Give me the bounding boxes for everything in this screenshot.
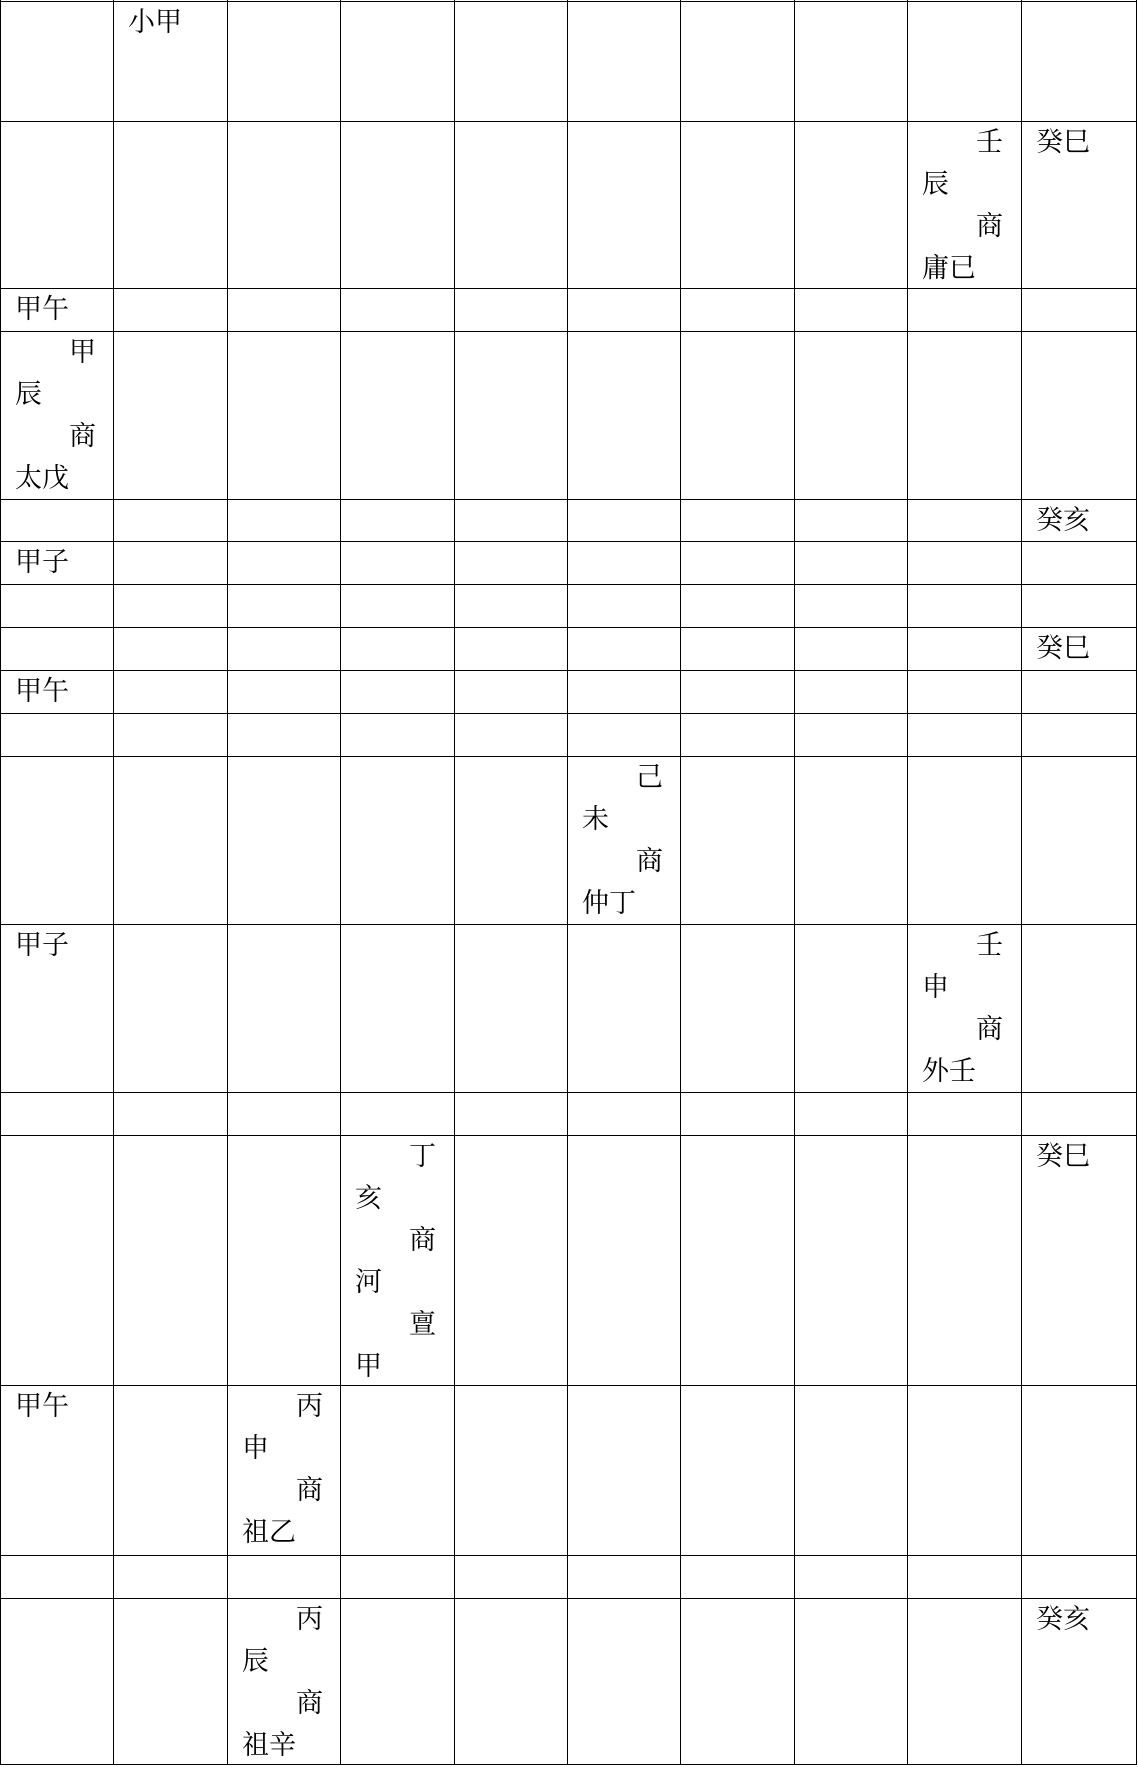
cell-text-line: 商	[242, 1688, 323, 1719]
column-divider	[680, 0, 681, 1765]
cell-text-line: 商	[582, 846, 663, 877]
cell-text-line: 亶	[355, 1309, 436, 1340]
row-divider	[0, 713, 1136, 714]
cell-text-line: 癸亥	[1036, 505, 1090, 536]
table-cell	[1036, 122, 1133, 164]
table-cell	[582, 757, 677, 925]
table-cell	[1036, 500, 1133, 542]
table-cell	[922, 925, 1018, 1093]
cell-text-line: 商	[355, 1225, 436, 1256]
column-divider	[227, 0, 228, 1765]
row-divider	[0, 584, 1136, 585]
cell-text-line: 癸巳	[1036, 633, 1090, 664]
cell-text-line: 庸已	[922, 253, 976, 284]
cell-text-line: 祖辛	[242, 1730, 296, 1761]
cell-text-line: 太戊	[15, 463, 69, 494]
cell-text-line: 甲午	[15, 676, 69, 707]
table-cell	[15, 332, 110, 500]
table-cell	[1036, 628, 1133, 670]
cell-text-line: 甲子	[15, 930, 69, 961]
table-cell	[355, 1136, 451, 1388]
column-divider	[454, 0, 455, 1765]
cell-text-line: 辰	[15, 379, 42, 410]
cell-text-line: 申	[242, 1433, 269, 1464]
cell-text-line: 壬	[922, 127, 1003, 158]
row-divider	[0, 1385, 1136, 1386]
cell-text-line: 商	[922, 211, 1003, 242]
column-divider	[794, 0, 795, 1765]
cell-text-line: 甲子	[15, 547, 69, 578]
cell-text-line: 丁	[355, 1141, 436, 1172]
cell-text-line: 商	[922, 1014, 1003, 1045]
cell-text-line: 申	[922, 972, 949, 1003]
cell-text-line: 祖乙	[242, 1517, 296, 1548]
cell-text-line: 甲午	[15, 294, 69, 325]
cell-text-line: 丙	[242, 1391, 323, 1422]
table-cell	[242, 1599, 337, 1767]
cell-text-line: 商	[242, 1475, 323, 1506]
cell-text-line: 小甲	[128, 7, 182, 38]
row-divider	[0, 541, 1136, 542]
cell-text-line: 甲	[355, 1351, 382, 1382]
row-divider	[0, 331, 1136, 332]
table-cell	[1036, 1136, 1133, 1178]
row-divider	[0, 756, 1136, 757]
column-divider	[113, 0, 114, 1765]
cell-text-line: 甲午	[15, 1391, 69, 1422]
column-divider	[567, 0, 568, 1765]
table-cell	[1036, 1599, 1133, 1641]
cell-text-line: 甲	[15, 337, 96, 368]
cell-text-line: 河	[355, 1267, 382, 1298]
table-cell	[15, 1386, 110, 1428]
row-divider	[0, 499, 1136, 500]
table-cell	[15, 671, 110, 713]
column-divider	[0, 0, 1, 1765]
cell-text-line: 丙	[242, 1604, 323, 1635]
cell-text-line: 癸亥	[1036, 1604, 1090, 1635]
cell-text-line: 外壬	[922, 1056, 976, 1087]
row-divider	[0, 1598, 1136, 1599]
row-divider	[0, 1555, 1136, 1556]
table-cell	[922, 122, 1018, 290]
column-divider	[1021, 0, 1022, 1765]
column-divider	[1136, 0, 1137, 1765]
column-divider	[340, 0, 341, 1765]
cell-text-line: 仲丁	[582, 888, 636, 919]
table-cell	[15, 542, 110, 584]
cell-text-line: 癸巳	[1036, 127, 1090, 158]
column-divider	[907, 0, 908, 1765]
row-divider	[0, 1135, 1136, 1136]
row-divider	[0, 670, 1136, 671]
cell-text-line: 商	[15, 421, 96, 452]
cell-text-line: 己	[582, 762, 663, 793]
table-cell	[15, 925, 110, 967]
cell-text-line: 癸巳	[1036, 1141, 1090, 1172]
cell-text-line: 亥	[355, 1183, 382, 1214]
row-divider	[0, 627, 1136, 628]
cell-text-line: 辰	[922, 169, 949, 200]
table-cell	[242, 1386, 337, 1554]
row-divider	[0, 1764, 1136, 1765]
cell-text-line: 未	[582, 804, 609, 835]
cell-text-line: 辰	[242, 1646, 269, 1677]
cell-text-line: 壬	[922, 930, 1003, 961]
table-cell	[15, 289, 110, 331]
table-cell	[128, 2, 224, 44]
